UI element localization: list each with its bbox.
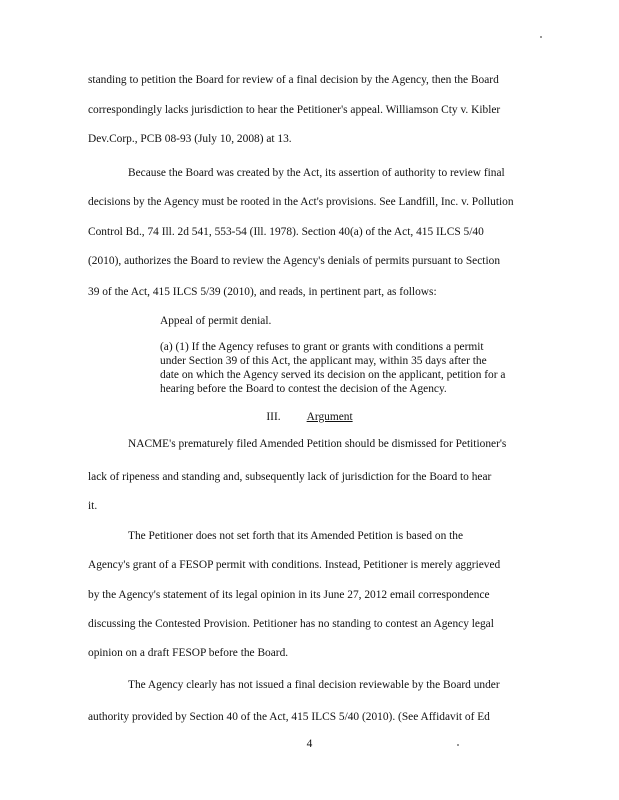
block-quote-title: Appeal of permit denial. bbox=[160, 315, 272, 327]
paragraph-1-line-3: Dev.Corp., PCB 08-93 (July 10, 2008) at 13. bbox=[88, 133, 292, 145]
section-heading bbox=[0, 411, 619, 423]
paragraph-2-line-3: Control Bd., 74 Ill. 2d 541, 553-54 (Ill. 1978). Section 40(a) of the Act, 415 ILCS 5/40 bbox=[88, 226, 484, 238]
paragraph-3-line-3: it. bbox=[88, 500, 98, 512]
scan-speck bbox=[457, 744, 459, 746]
paragraph-3-line-2: lack of ripeness and standing and, subsequently lack of jurisdiction for the Board to hear bbox=[88, 471, 492, 483]
paragraph-5-line-2: authority provided by Section 40 of the Act, 415 ILCS 5/40 (2010). (See Affidavit of Ed bbox=[88, 711, 490, 723]
paragraph-4-line-1: The Petitioner does not set forth that its Amended Petition is based on the bbox=[128, 530, 464, 542]
paragraph-1-line-2: correspondingly lacks jurisdiction to hear the Petitioner's appeal. Williamson Cty v. Kibler bbox=[88, 104, 501, 116]
scan-speck bbox=[540, 36, 542, 38]
paragraph-1-line-1: standing to petition the Board for review of a final decision by the Agency, then the Board bbox=[88, 74, 499, 86]
paragraph-4-line-5: opinion on a draft FESOP before the Board. bbox=[88, 647, 289, 659]
page-number: 4 bbox=[306, 738, 313, 750]
paragraph-4-line-3: by the Agency's statement of its legal opinion in its June 27, 2012 email correspondence bbox=[88, 589, 490, 601]
block-quote-line-4: hearing before the Board to contest the decision of the Agency. bbox=[160, 383, 447, 395]
paragraph-2-line-2: decisions by the Agency must be rooted in the Act's provisions. See Landfill, Inc. v. Pollution bbox=[88, 196, 514, 208]
paragraph-2-line-1: Because the Board was created by the Act, its assertion of authority to review final bbox=[128, 167, 505, 179]
block-quote-line-2: under Section 39 of this Act, the applicant may, within 35 days after the bbox=[160, 355, 487, 367]
paragraph-5-line-1: The Agency clearly has not issued a final decision reviewable by the Board under bbox=[128, 679, 500, 691]
paragraph-2-line-5: 39 of the Act, 415 ILCS 5/39 (2010), and reads, in pertinent part, as follows: bbox=[88, 286, 437, 298]
section-number: III. bbox=[266, 411, 281, 423]
paragraph-4-line-4: discussing the Contested Provision. Petitioner has no standing to contest an Agency legal bbox=[88, 618, 494, 630]
section-title: Argument bbox=[306, 411, 353, 423]
block-quote-line-1: (a) (1) If the Agency refuses to grant or grants with conditions a permit bbox=[160, 341, 484, 353]
paragraph-4-line-2: Agency's grant of a FESOP permit with conditions. Instead, Petitioner is merely aggrieved bbox=[88, 559, 501, 571]
paragraph-3-line-1: NACME's prematurely filed Amended Petition should be dismissed for Petitioner's bbox=[128, 438, 507, 450]
block-quote-line-3: date on which the Agency served its decision on the applicant, petition for a bbox=[160, 369, 506, 381]
paragraph-2-line-4: (2010), authorizes the Board to review the Agency's denials of permits pursuant to Section bbox=[88, 255, 501, 267]
